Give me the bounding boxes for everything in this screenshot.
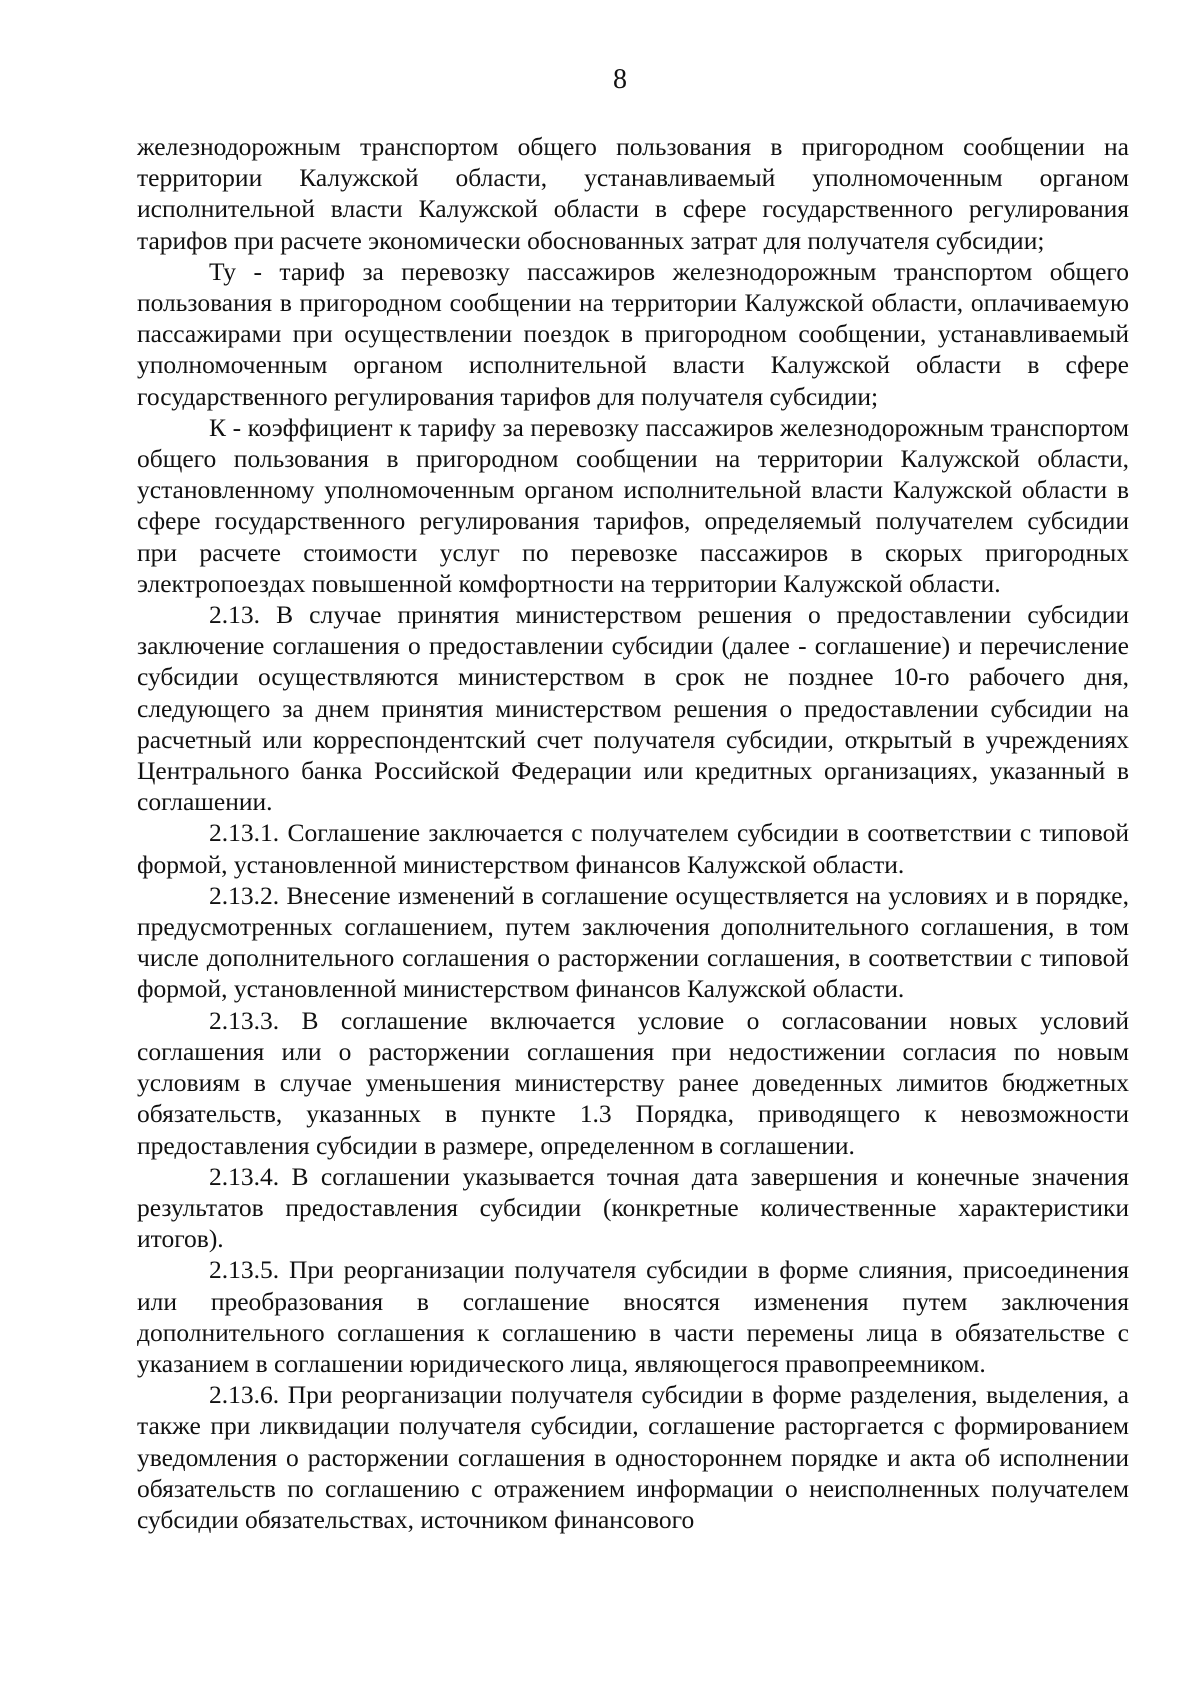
- paragraph-k-definition: К - коэффициент к тарифу за перевозку пассажиров железнодорожным транспортом общего пользования в пригородном сообщении на территории Калужской области, установленному уполномоченным органом исполнительной власти Калужской области в сфере государственного регулирования тарифов, определяемый получателем субсидии при расчете стоимости услуг по перевозке пассажиров в скорых пригородных электропоездах повышенной комфортности на территории Калужской области.: [137, 412, 1129, 598]
- paragraph-tariff-continuation: железнодорожным транспортом общего пользования в пригородном сообщении на территории Калужской области, устанавливаемый уполномоченным органом исполнительной власти Калужской области в сфере государственного регулирования тарифов при расчете экономически обоснованных затрат для получателя субсидии;: [137, 132, 1129, 255]
- paragraph-tu-definition: Ту - тариф за перевозку пассажиров железнодорожным транспортом общего пользования в пригородном сообщении на территории Калужской области, оплачиваемую пассажирами при осуществлении поездок в пригородном сообщении, устанавливаемый уполномоченным органом исполнительной власти Калужской области в сфере государственного регулирования тарифов для получателя субсидии;: [137, 256, 1129, 411]
- paragraph-2-13-3: 2.13.3. В соглашение включается условие о согласовании новых условий соглашения или о расторжении соглашения при недостижении согласия по новым условиям в случае уменьшения министерству ранее доведенных лимитов бюджетных обязательств, указанных в пункте 1.3 Порядка, приводящего к невозможности предоставления субсидии в размере, определенном в соглашении.: [137, 1005, 1129, 1160]
- paragraph-2-13-5: 2.13.5. При реорганизации получателя субсидии в форме слияния, присоединения или преобразования в соглашение вносятся изменения путем заключения дополнительного соглашения к соглашению в части перемены лица в обязательстве с указанием в соглашении юридического лица, являющегося правопреемником.: [137, 1255, 1129, 1378]
- paragraph-2-13-6: 2.13.6. При реорганизации получателя субсидии в форме разделения, выделения, а также при ликвидации получателя субсидии, соглашение расторгается с формированием уведомления о расторжении соглашения в одностороннем порядке и акта об исполнении обязательств по соглашению с отражением информации о неисполненных получателем субсидии обязательствах, источником финансового: [137, 1380, 1129, 1534]
- paragraph-2-13-2: 2.13.2. Внесение изменений в соглашение осуществляется на условиях и в порядке, предусмотренных соглашением, путем заключения дополнительного соглашения, в том числе дополнительного соглашения о расторжении соглашения, в соответствии с типовой формой, установленной министерством финансов Калужской области.: [137, 880, 1129, 1004]
- paragraph-2-13-4: 2.13.4. В соглашении указывается точная дата завершения и конечные значения результатов предоставления субсидии (конкретные количественные характеристики итогов).: [137, 1161, 1129, 1254]
- document-body: [137, 131, 1129, 1535]
- page-number: 8: [613, 64, 627, 95]
- paragraph-2-13: 2.13. В случае принятия министерством решения о предоставлении субсидии заключение соглашения о предоставлении субсидии (далее - соглашение) и перечисление субсидии осуществляются министерством в срок не позднее 10-го рабочего дня, следующего за днем принятия министерством решения о предоставлении субсидии на расчетный или корреспондентский счет получателя субсидии, открытый в учреждениях Центрального банка Российской Федерации или кредитных организациях, указанный в соглашении.: [137, 600, 1129, 817]
- paragraph-2-13-1: 2.13.1. Соглашение заключается с получателем субсидии в соответствии с типовой формой, установленной министерством финансов Калужской области.: [137, 818, 1129, 879]
